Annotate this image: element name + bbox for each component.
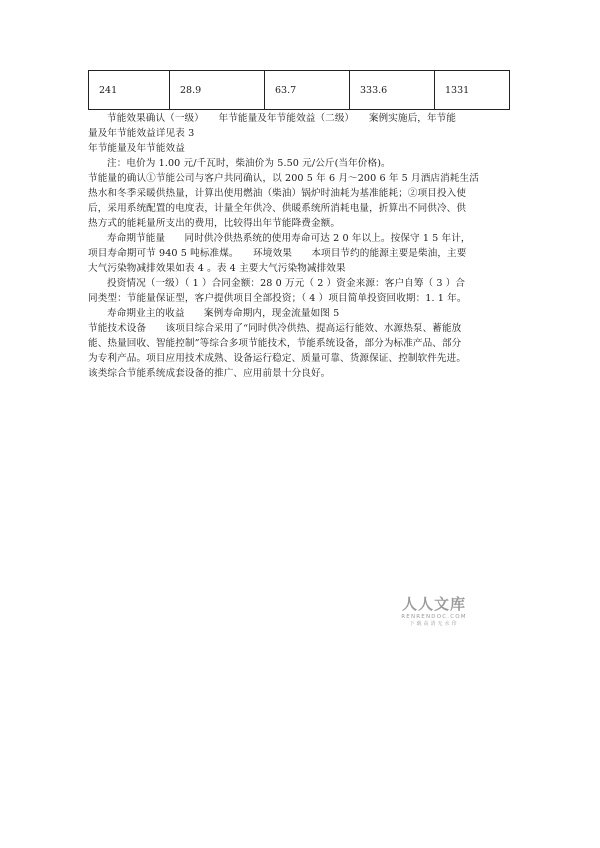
table-cell: 333.6 — [350, 71, 435, 110]
paragraph-line: 大气污染物减排效果如表 4 。表 4 主要大气污染物减排效果 — [88, 263, 346, 274]
table-cell: 1331 — [435, 71, 510, 110]
paragraph-line: 项目寿命期可节 940 5 吨标准煤。 环境效果 本项目节约的能源主要是柴油，主要 — [88, 248, 467, 259]
table-cell: 241 — [89, 71, 170, 110]
watermark-title: 人人文库 — [401, 595, 466, 613]
paragraph-line: 热方式的能耗量所支出的费用，比较得出年节能降费金额。 — [88, 218, 341, 229]
paragraph-line: 为专利产品。项目应用技术成熟、设备运行稳定、质量可靠、货源保证、控制软件先进。 — [88, 353, 467, 364]
watermark-logo — [394, 596, 474, 628]
paragraph-line: 量及年节能效益详见表 3 — [88, 128, 195, 139]
paragraph-line: 节能技术设备 该项目综合采用了“同时供冷供热、提高运行能效、水源热泵、蓄能放 — [88, 323, 462, 334]
paragraph-line: 年节能量及年节能效益 — [88, 143, 185, 154]
paragraph-line: 寿命期业主的收益 案例寿命期内，现金流量如图 5 — [107, 308, 340, 319]
paragraph-line: 寿命期节能量 同时供冷供热系统的使用寿命可达 2 0 年以上。按保守 1 5 年计， — [107, 233, 471, 244]
paragraph-line: 节能效果确认（一级） 年节能量及年节能效益（二级） 案例实施后，年节能 — [107, 113, 457, 124]
paragraph-line: 同类型：节能量保证型，客户提供项目全部投资；（ 4 ）项目简单投资回收期：1. 1 年。 — [88, 293, 467, 304]
table-cell: 63.7 — [265, 71, 350, 110]
paragraph-line: 热水和冬季采暖供热量，计算出使用燃油（柴油）锅炉时油耗为基准能耗；②项目投入使 — [88, 188, 467, 199]
paragraph-line: 该类综合节能系统成套设备的推广、应用前景十分良好。 — [88, 368, 331, 379]
paragraph-line: 投资情况（一级）（ 1 ）合同金额：28 0 万元（ 2 ）资金来源：客户自筹（ 3 ）合 — [107, 278, 466, 289]
paragraph-line: 能、热量回收、智能控制”等综合多项节能技术，节能系统设备，部分为标准产品、部分 — [88, 338, 462, 349]
paragraph-line: 后，采用系统配置的电度表，计量全年供冷、供暖系统所消耗电量，折算出不同供冷、供 — [88, 203, 467, 214]
data-table — [88, 70, 510, 110]
watermark-url: RENRENDOC.COM — [401, 614, 467, 620]
paragraph-line: 注：电价为 1.00 元/千瓦时，柴油价为 5.50 元/公斤(当年价格)。 — [107, 158, 391, 169]
table-row — [89, 71, 510, 110]
body-text — [88, 111, 516, 381]
watermark-subtitle: 下载高清无水印 — [409, 621, 459, 627]
table-cell: 28.9 — [170, 71, 265, 110]
paragraph-line: 节能量的确认①节能公司与客户共同确认，以 200 5 年 6 月～200 6 年 5 月酒店消耗生活 — [88, 173, 479, 184]
